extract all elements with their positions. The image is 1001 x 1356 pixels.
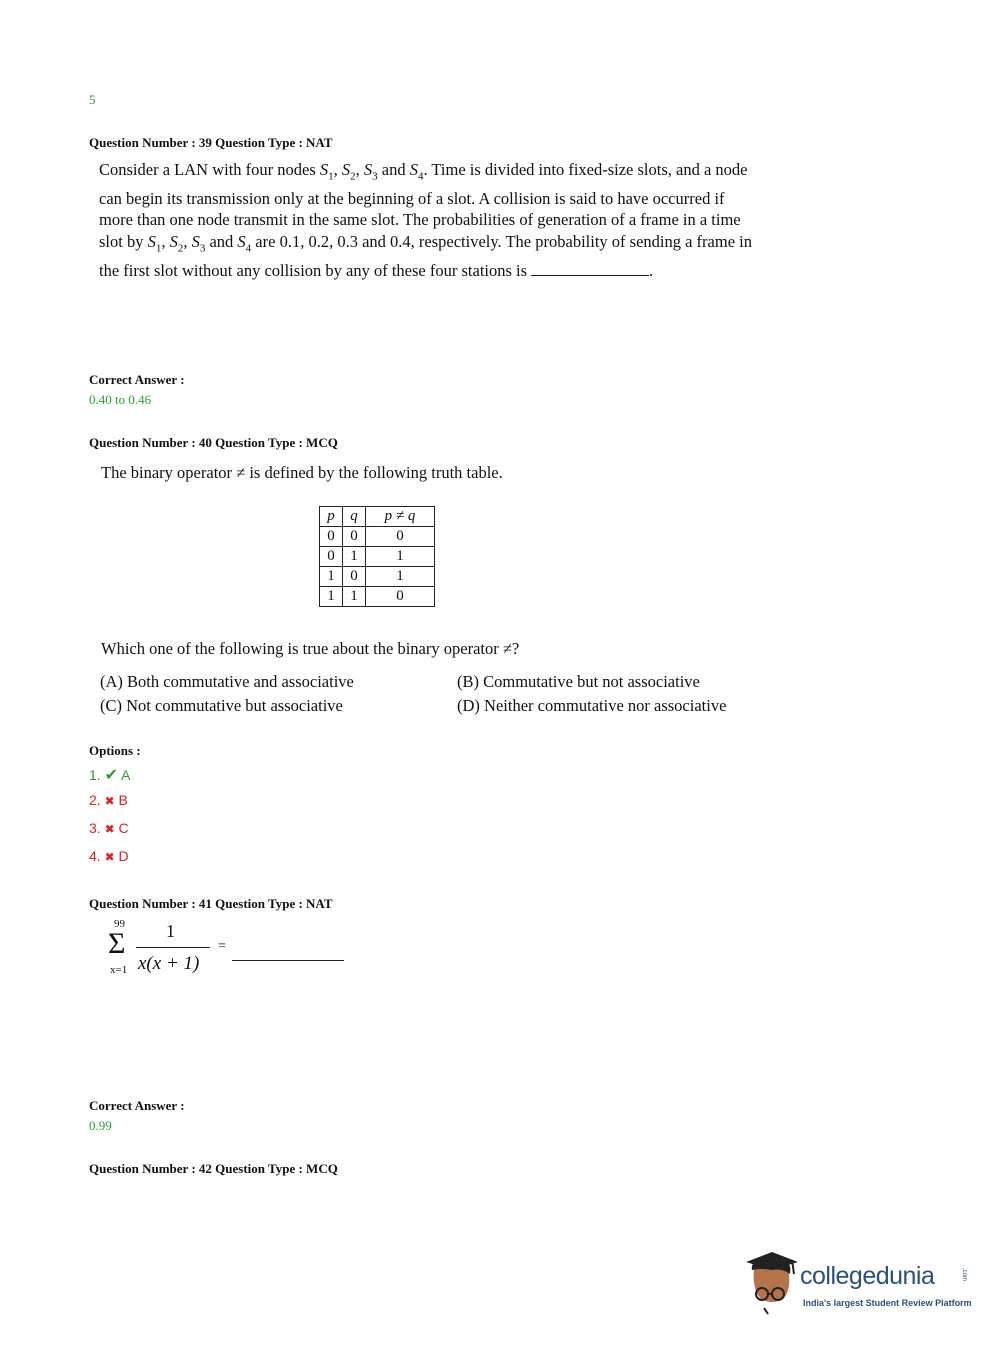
options-label: Options : xyxy=(89,743,141,758)
q42-header: Question Number : 42 Question Type : MCQ xyxy=(89,1161,338,1176)
cross-icon: ✖ xyxy=(104,794,115,808)
q39-body xyxy=(99,159,844,281)
table-row: 0 1 1 xyxy=(320,547,435,567)
fraction-bar xyxy=(136,947,210,948)
choice-d: (D) Neither commutative nor associative xyxy=(457,696,727,715)
q39-line-3: more than one node transmit in the same slot. The probabilities of generation of a frame in a time xyxy=(99,210,741,230)
truth-table-header: p q p ≠ q xyxy=(320,507,435,527)
sum-upper-limit: 99 xyxy=(114,918,125,930)
table-row: 1 0 1 xyxy=(320,567,435,587)
q39-line-4: slot by $S_1$, $S_2$, $S_3$ and $S_4$ are 0.1, 0.2, 0.3 and 0.4, respectively. The probability of sending a frame in xyxy=(99,231,752,255)
q39-line-5: the first slot without any collision by any of these four stations is . xyxy=(99,260,654,280)
fraction-denominator: x(x + 1) xyxy=(138,953,200,974)
answer-blank xyxy=(531,261,649,276)
cross-icon: ✖ xyxy=(104,822,115,836)
brand-tagline: India's largest Student Review Platform xyxy=(803,1298,972,1308)
page-number: 5 xyxy=(89,92,96,107)
brand-tld: .com xyxy=(961,1268,967,1282)
summation-expression xyxy=(108,918,368,980)
q39-line-2: can begin its transmission only at the beginning of a slot. A collision is said to have occurred if xyxy=(99,188,725,208)
option-4: 4. ✖ D xyxy=(89,848,129,864)
q41-answer-label: Correct Answer : xyxy=(89,1098,185,1113)
q39-answer-label: Correct Answer : xyxy=(89,372,185,387)
q39-line-1: Consider a LAN with four nodes $S_1$, $S_2$, $S_3$ and $S_4$. Time is divided into fixed-size slots, and a node xyxy=(99,160,748,183)
brand-name: collegedunia xyxy=(800,1262,935,1290)
choice-c: (C) Not commutative but associative xyxy=(100,696,343,715)
answer-blank xyxy=(232,960,344,961)
option-2: 2. ✖ B xyxy=(89,792,128,808)
q39-answer: 0.40 to 0.46 xyxy=(89,392,152,407)
equals-sign: = xyxy=(218,939,226,954)
table-row: 0 0 0 xyxy=(320,527,435,547)
table-row: 1 1 0 xyxy=(320,587,435,607)
q40-header: Question Number : 40 Question Type : MCQ xyxy=(89,435,338,450)
q40-intro: The binary operator ≠ is defined by the following truth table. xyxy=(101,463,503,482)
choice-a: (A) Both commutative and associative xyxy=(100,672,354,691)
option-1: 1. ✔ A xyxy=(89,767,131,784)
check-icon: ✔ xyxy=(104,767,118,784)
sum-lower-limit: x=1 xyxy=(110,964,128,976)
mascot-icon xyxy=(742,1248,800,1318)
q39-header: Question Number : 39 Question Type : NAT xyxy=(89,135,333,150)
q41-header: Question Number : 41 Question Type : NAT xyxy=(89,896,333,911)
truth-table xyxy=(319,506,435,607)
q41-answer: 0.99 xyxy=(89,1118,112,1133)
cross-icon: ✖ xyxy=(104,850,115,864)
option-3: 3. ✖ C xyxy=(89,820,129,836)
q40-question: Which one of the following is true about the binary operator ≠? xyxy=(101,639,520,658)
choice-b: (B) Commutative but not associative xyxy=(457,672,700,691)
sigma-symbol: Σ xyxy=(108,927,126,960)
fraction-numerator: 1 xyxy=(166,921,175,941)
brand-logo xyxy=(742,1248,972,1323)
